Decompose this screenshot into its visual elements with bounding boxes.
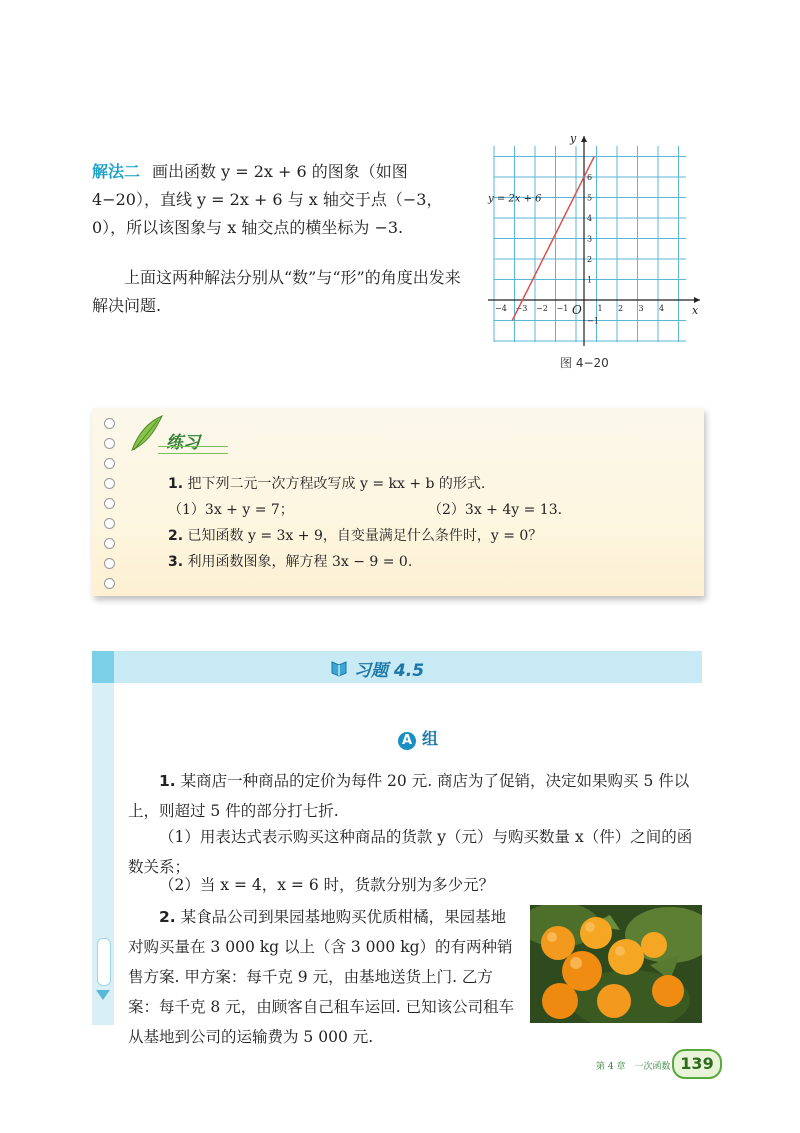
q-text: 利用函数图象，解方程 3x − 9 = 0. [187,554,413,570]
chapter-footer: 第 4 章 一次函数 [596,1062,671,1072]
binder-ring [104,498,115,509]
y-axis-label: y [570,132,577,145]
practice-q1a: （1）3x + y = 7； [168,502,294,518]
binder-ring [104,518,115,529]
solution-paragraph [92,158,472,242]
title-underline [158,446,228,454]
oranges-photo [530,905,702,1023]
x-axis-arrow [694,297,700,303]
practice-q3 [168,552,412,572]
graph-svg [486,132,708,382]
problem-text: 某商店一种商品的定价为每件 20 元. 商店为了促销，决定如果购买 5 件以上，则超过 5 件的部分打七折. [128,772,690,820]
scroll-pill-icon [97,938,111,986]
line-label: y = 2x + 6 [488,193,542,205]
x-tick-label: −2 [536,304,548,313]
function-graph [486,132,708,382]
q-number: 3. [168,554,184,570]
y-tick-label: 5 [587,193,593,203]
y-axis-arrow [581,136,587,142]
group-heading [398,726,438,750]
y-tick-label: 6 [587,173,593,182]
x-tick-label: 3 [638,304,644,313]
q-number: 2. [168,528,184,544]
group-badge: A [398,732,416,750]
y-tick-label: 4 [587,214,593,223]
binder-ring [104,458,115,469]
page-number: 139 [672,1049,722,1079]
binder-ring [104,578,115,589]
origin-label: O [572,303,582,317]
down-arrow-icon [96,990,110,1000]
problem-number: 2. [159,908,176,926]
y-tick-label: 1 [587,275,593,285]
y-tick-label: 3 [587,234,593,244]
binder-ring [104,558,115,569]
exercise-problem-1 [128,766,700,826]
practice-title: 练习 [166,433,200,453]
exercise-problem-2 [128,902,520,1052]
practice-q1 [168,474,485,494]
exercise-problem-1-sub2: （2）当 x = 4，x = 6 时，货款分别为多少元？ [159,876,495,894]
group-label: 组 [422,729,439,748]
practice-q1b: （2）3x + 4y = 13. [428,502,563,518]
x-tick-label: −1 [556,304,569,313]
q-text: 已知函数 y = 3x + 9，自变量满足什么条件时，y = 0？ [187,528,543,544]
y-tick-label: 2 [587,255,593,264]
problem-number: 1. [159,772,176,790]
solution-lead: 解法二 [92,162,141,181]
x-tick-label: 4 [659,304,665,313]
x-tick-label: −3 [515,304,528,313]
book-icon [330,658,348,678]
practice-box [92,408,704,596]
x-tick-label: −4 [495,304,507,313]
summary-paragraph: 上面这两种解法分别从“数”与“形”的角度出发来解决问题. [92,268,461,315]
x-axis-label: x [692,304,699,317]
x-tick-label: 2 [618,304,624,313]
oranges-illustration [530,905,702,1023]
q-number: 1. [168,476,184,492]
exercise-header-accent [92,651,114,683]
x-tick-label: 1 [597,304,603,313]
exercise-title: 习题 4.5 [354,661,425,681]
exercise-problem-1-sub1: （1）用表达式表示购买这种商品的货款 y（元）与购买数量 x（件）之间的函数关系； [128,828,693,876]
binder-ring [104,418,115,429]
figure-caption: 图 4−20 [560,356,609,370]
practice-q2 [168,526,542,546]
solution-text: 画出函数 y = 2x + 6 的图象（如图 4−20），直线 y = 2x + 6 与 x 轴交于点（−3，0），所以该图象与 x 轴交点的横坐标为 −3. [92,162,443,237]
binder-ring [104,438,115,449]
y-tick-label: −1 [587,316,599,326]
problem-text: 某食品公司到果园基地购买优质柑橘，果园基地对购买量在 3 000 kg 以上（含 3 000 kg）的有两种销售方案. 甲方案：每千克 9 元，由基地送货上门. 乙方案：每千克 8 元，由顾客自己租车运回. 已知该公司租车从基地到公司的运输费为 5 000 元. [128,908,515,1046]
binder-ring [104,538,115,549]
q-text: 把下列二元一次方程改写成 y = kx + b 的形式. [187,476,486,492]
binder-ring [104,478,115,489]
